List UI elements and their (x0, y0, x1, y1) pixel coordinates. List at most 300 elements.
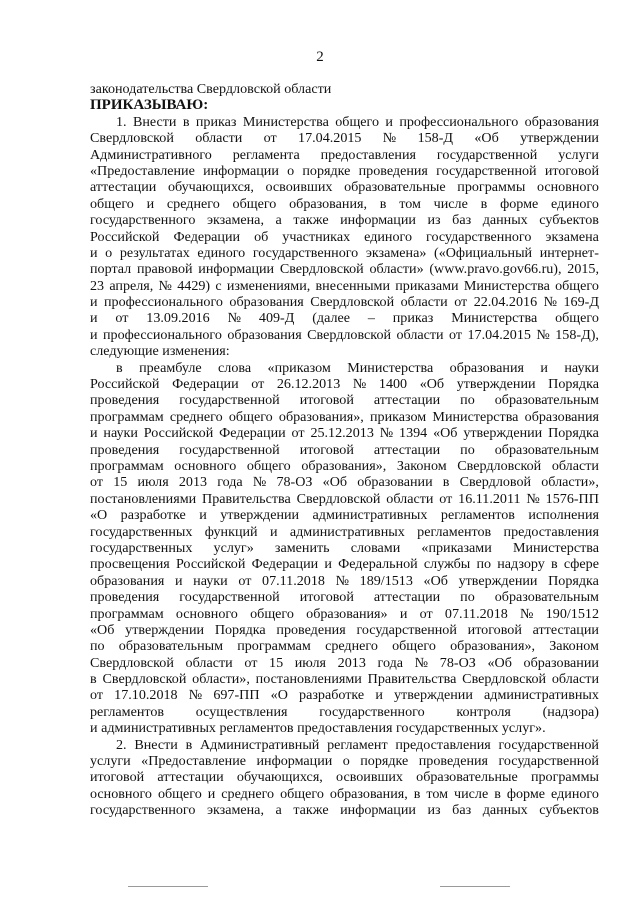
word: «Предоставление (90, 162, 195, 179)
text-line (90, 540, 599, 556)
word: просвещения (90, 556, 170, 573)
word: утверждении (394, 687, 473, 704)
word: и (90, 425, 98, 442)
word: аттестации (157, 769, 224, 786)
word: образования (524, 408, 599, 425)
word: «Об (433, 425, 458, 442)
word: «Предоставление (141, 753, 247, 770)
word: баз (452, 802, 472, 819)
word: 2013 (178, 474, 208, 491)
word: портал (90, 261, 132, 278)
word: № (227, 310, 242, 327)
text-line (90, 589, 599, 605)
word: результатах (119, 244, 190, 261)
text-line (90, 360, 599, 376)
word: в (413, 785, 421, 802)
word: информации (198, 261, 275, 278)
word: и (199, 507, 207, 524)
text-line (90, 491, 599, 507)
word: профессионального (104, 294, 223, 311)
word: предоставления (395, 736, 491, 753)
word: Свердловской (457, 457, 542, 474)
word: а (275, 802, 282, 819)
word: программы (530, 769, 599, 786)
word: Министерства (432, 408, 519, 425)
word: 2013 (337, 654, 366, 671)
word: № (382, 130, 397, 147)
text-line (90, 130, 599, 146)
word: и (90, 310, 98, 327)
word: «Об (423, 572, 448, 589)
word: также (293, 802, 329, 819)
word: о (105, 244, 113, 261)
word: регламентов (90, 703, 165, 720)
word: том (426, 785, 449, 802)
word: в (182, 113, 190, 130)
word: итоговой (90, 769, 145, 786)
word: общего (90, 195, 134, 212)
scan-artifact-line (440, 886, 510, 887)
word: среднего (169, 408, 223, 425)
word: итоговой (544, 162, 599, 179)
word: в (494, 785, 501, 802)
word: приказами (395, 277, 459, 294)
word: слова (218, 359, 252, 376)
text-line (90, 737, 599, 753)
word: освоивших (265, 179, 333, 196)
word: Министерства (451, 310, 538, 327)
word: Свердловской (462, 671, 547, 688)
word: «Об (322, 474, 348, 491)
word: государственного (90, 802, 196, 819)
word: образования, (289, 195, 367, 212)
word: регламент (327, 736, 388, 753)
word: науки (103, 425, 138, 442)
word: области (195, 130, 243, 147)
word: общего (280, 785, 324, 802)
word: с (215, 277, 222, 294)
word: проведения (358, 162, 428, 179)
word: словами (350, 539, 401, 556)
word: образовании (357, 474, 433, 491)
word: 22.04.2016 (473, 294, 538, 311)
word: апреля, (109, 277, 154, 294)
word: 2015, (567, 261, 599, 278)
word: года (377, 654, 404, 671)
word: – (367, 310, 375, 327)
text-line (90, 638, 599, 654)
word: и (324, 556, 332, 573)
word: государственной (179, 392, 280, 409)
text-line (90, 458, 599, 474)
word: программам (90, 457, 164, 474)
word: Российской (90, 228, 160, 245)
word: в (480, 195, 488, 212)
word: данных (482, 802, 528, 819)
word: от (449, 326, 463, 343)
word: итоговой (299, 392, 354, 409)
word: Порядка (548, 425, 599, 442)
word: образования», (301, 457, 387, 474)
word: Внести (132, 113, 177, 130)
word: утверждении (520, 130, 599, 147)
word: и (90, 326, 98, 343)
word: утверждении (463, 425, 543, 442)
word: (www.pravo.gov66.ru), (429, 261, 562, 278)
word: функций (204, 523, 258, 540)
word: надзору (497, 556, 545, 573)
word: 07.11.2018 (262, 572, 325, 589)
word: Министерства (242, 113, 329, 130)
word: области (400, 294, 448, 311)
text-line: и административных регламентов предоставления государственных услуг». (90, 720, 546, 737)
word: Министерства (463, 277, 550, 294)
word: области», (192, 671, 250, 688)
word: контроля (456, 703, 511, 720)
word: от (115, 310, 129, 327)
text-line (90, 556, 599, 572)
word: Правительства (202, 490, 291, 507)
word: по (460, 392, 475, 409)
word: программам (237, 638, 311, 655)
word: по (90, 638, 105, 655)
word: образовании (523, 654, 599, 671)
word: итоговой (467, 621, 522, 638)
text-line (90, 606, 599, 622)
word: государственного (319, 703, 425, 720)
word: и (146, 195, 155, 212)
word: услуги (90, 753, 131, 770)
word: об (254, 228, 269, 245)
word: преамбуле (139, 359, 202, 376)
text-line: законодательства Свердловской области (90, 81, 332, 97)
word: Порядка (548, 376, 599, 393)
word: о (342, 753, 350, 770)
word: Административного (90, 146, 212, 163)
word: 1394 (399, 425, 428, 442)
word: области (185, 654, 233, 671)
word: и (90, 244, 98, 261)
text-line (90, 261, 599, 277)
word: 4429) (177, 277, 211, 294)
text-line (90, 147, 599, 163)
word: от (251, 376, 265, 393)
word: образовательным (494, 392, 599, 409)
text-line (90, 573, 599, 589)
word: 1400 (378, 376, 408, 393)
word: Российской (143, 425, 214, 442)
word: «О (90, 507, 108, 524)
word: (надзора) (542, 703, 599, 720)
page-number: 2 (316, 49, 324, 65)
word: в (185, 736, 193, 753)
word: и (269, 523, 278, 540)
word: 17.04.2015 (467, 326, 531, 343)
word: Федерации (251, 556, 319, 573)
word: а (275, 212, 282, 229)
word: (далее (312, 310, 350, 327)
word: от (291, 425, 305, 442)
word: по (460, 589, 475, 606)
word: образования (90, 572, 165, 589)
word: образования (524, 113, 599, 130)
word: том (399, 195, 421, 212)
word: образовательные (416, 769, 518, 786)
word: утверждении (458, 572, 538, 589)
word: единого (364, 228, 412, 245)
word: проведения (90, 392, 160, 409)
word: постановлениями (255, 671, 362, 688)
word: исполнения (528, 507, 599, 524)
word: № (543, 294, 558, 311)
word: 189/1513 (359, 572, 413, 589)
word: приказ (195, 113, 237, 130)
text-line (90, 392, 599, 408)
word: науки (193, 572, 228, 589)
word: общего (555, 310, 599, 327)
word: из (427, 802, 441, 819)
text-line (90, 376, 599, 392)
word: экзамена (545, 228, 599, 245)
word: утверждении (456, 376, 536, 393)
word: «Об (90, 621, 115, 638)
word: баз (452, 212, 472, 229)
text-line: следующие изменения: (90, 343, 230, 360)
word: 697-ПП (213, 687, 260, 704)
word: осуществления (195, 703, 288, 720)
word: основного (90, 785, 152, 802)
word: проведения (276, 621, 346, 638)
word: Правительства (367, 671, 457, 688)
word: области (386, 490, 434, 507)
word: «приказом (267, 359, 331, 376)
text-line (90, 196, 599, 212)
word: 78-ОЗ (439, 654, 476, 671)
word: Федеральной (338, 556, 418, 573)
word: Внести (134, 736, 178, 753)
word: Свердловской (310, 294, 395, 311)
text-line (90, 655, 599, 671)
word: Законом (396, 457, 447, 474)
word: в (90, 671, 97, 688)
word: июля (294, 654, 327, 671)
word: государственной (436, 162, 537, 179)
word: № (536, 326, 550, 343)
word: № (526, 490, 540, 507)
document-body (90, 81, 599, 819)
text-line (90, 442, 599, 458)
word: общего (228, 408, 273, 425)
word: общего (555, 277, 599, 294)
word: единого (551, 195, 599, 212)
word: среднего (166, 195, 220, 212)
word: от (244, 654, 258, 671)
word: образования, (329, 785, 408, 802)
word: о (287, 162, 295, 179)
word: Свердловской (90, 654, 174, 671)
word: интернет- (539, 244, 599, 261)
word: и (375, 687, 383, 704)
word: единого (197, 244, 246, 261)
word: от (439, 490, 453, 507)
text-line (90, 425, 599, 441)
word: из (427, 212, 441, 229)
word: субъектов (539, 212, 599, 229)
word: административных (312, 507, 428, 524)
word: данных (482, 212, 528, 229)
word: среднего (325, 638, 378, 655)
word: изменениями, (226, 277, 311, 294)
text-line (90, 114, 599, 130)
text-line (90, 753, 599, 769)
word: экзамена, (206, 802, 264, 819)
word: государственной (436, 146, 538, 163)
word: науки (564, 359, 599, 376)
word: общего (392, 638, 436, 655)
word: регламентов (417, 523, 492, 540)
word: сфере (563, 556, 599, 573)
word: 23 (90, 277, 105, 294)
word: услуги (558, 146, 599, 163)
word: числе (454, 785, 489, 802)
word: числе (433, 195, 468, 212)
text-line (90, 327, 599, 343)
word: единого (551, 785, 599, 802)
text-line (90, 310, 599, 326)
text-line (90, 245, 599, 261)
word: аттестации (90, 179, 157, 196)
word: приказ (392, 310, 434, 327)
word: 190/1512 (545, 605, 599, 622)
word: «О (270, 687, 288, 704)
text-line (90, 507, 599, 523)
word: государственной (498, 753, 599, 770)
word: в (551, 556, 558, 573)
word: «Об (487, 654, 512, 671)
word: образовательным (494, 441, 599, 458)
text-line (90, 687, 599, 703)
word: государственной (179, 441, 280, 458)
word: Министерства (347, 359, 434, 376)
word: экзамена, (206, 212, 264, 229)
word: года (217, 474, 243, 491)
text-line (90, 163, 599, 179)
word: № (188, 687, 203, 704)
word: в (442, 474, 450, 491)
word: профессионального (399, 113, 519, 130)
word: общего (232, 195, 277, 212)
word: Административный (200, 736, 320, 753)
word: Свердловской (279, 261, 364, 278)
word: образования (227, 326, 302, 343)
word: области (551, 457, 599, 474)
word: Законом (549, 638, 599, 655)
text-line (90, 671, 599, 687)
word: Порядка (548, 572, 599, 589)
word: 26.12.2013 (276, 376, 341, 393)
word: обучающихся, (167, 179, 254, 196)
word: и (540, 359, 548, 376)
word: образования (449, 359, 524, 376)
word: («Официальный (434, 244, 533, 261)
word: от (454, 294, 468, 311)
word: государственного (426, 228, 532, 245)
word: утверждении (125, 621, 205, 638)
word: Федерации (172, 376, 239, 393)
word: информации (340, 802, 416, 819)
word: форме (506, 785, 546, 802)
word: общего (246, 457, 291, 474)
word: государственной (498, 736, 599, 753)
word: Федерации (219, 425, 286, 442)
word: постановлениями (90, 490, 197, 507)
word: 1. (116, 113, 127, 130)
word: освоивших (336, 769, 403, 786)
word: приказом (370, 408, 427, 425)
word: № (335, 572, 350, 589)
word: Свердловской (307, 326, 392, 343)
word: проведения (90, 589, 160, 606)
word: регламентов (440, 507, 515, 524)
word: государственного (252, 244, 359, 261)
word: предоставления (320, 146, 416, 163)
word: Порядка (214, 621, 266, 638)
word: и (385, 113, 393, 130)
word: Свердловой (459, 474, 532, 491)
word: «приказами (421, 539, 492, 556)
word: и (399, 605, 408, 622)
word: программам (90, 408, 164, 425)
word: программам (90, 605, 164, 622)
word: «Об (474, 130, 499, 147)
word: 158-Д), (555, 326, 599, 343)
text-line (90, 474, 599, 490)
word: административных (289, 523, 405, 540)
text-line (90, 229, 599, 245)
word: и (90, 294, 98, 311)
word: программы (457, 179, 526, 196)
word: предоставления (503, 523, 599, 540)
word: 2. (116, 736, 127, 753)
word: основного (536, 179, 599, 196)
word: порядке (302, 162, 351, 179)
word: также (293, 212, 329, 229)
word: 1576-ПП (545, 490, 599, 507)
word: 78-ОЗ (276, 474, 313, 491)
word: образовательным (494, 589, 599, 606)
word: образования (229, 294, 304, 311)
word: основного (175, 605, 238, 622)
word: от (419, 605, 433, 622)
word: государственных (90, 539, 193, 556)
word: общего (157, 785, 202, 802)
word: от (90, 474, 104, 491)
word: № (379, 425, 394, 442)
text-line (90, 409, 599, 425)
word: образовательные (344, 179, 446, 196)
word: 17.04.2015 (298, 130, 362, 147)
word: 15 (269, 654, 284, 671)
word: проведения (418, 753, 489, 770)
text-line (90, 622, 599, 638)
word: государственной (179, 589, 280, 606)
text-line (90, 294, 599, 310)
word: области» (369, 261, 424, 278)
word: субъектов (539, 802, 599, 819)
word: службы (423, 556, 471, 573)
word: аттестации (373, 589, 441, 606)
word: разработке (120, 507, 186, 524)
